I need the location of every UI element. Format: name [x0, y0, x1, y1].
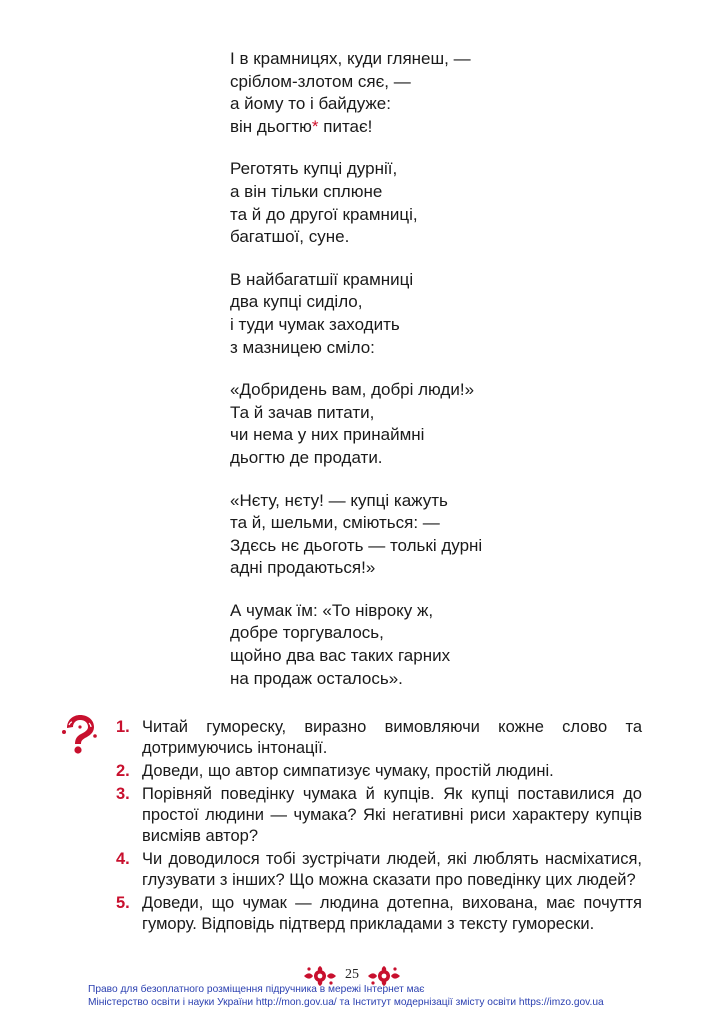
task-text: Доведи, що автор симпатизує чумаку, простій людині.	[142, 761, 554, 780]
task-item	[112, 849, 642, 891]
poem-line: на продаж осталось».	[230, 668, 403, 688]
poem-line: два купці сиділо,	[230, 292, 363, 312]
stanza-1	[230, 48, 650, 138]
poem-line: з мазницею сміло:	[230, 337, 375, 357]
task-item	[112, 761, 642, 782]
poem-line: добре торгувалось,	[230, 623, 384, 643]
footnote-asterisk[interactable]: *	[311, 116, 319, 136]
poem-line: Реготять купці дурнії,	[230, 159, 398, 179]
poem-line: В найбагатшії крамниці	[230, 269, 414, 289]
task-item	[112, 893, 642, 935]
poem-line: чи нема у них принаймні	[230, 425, 425, 445]
poem-line: дьогтю де продати.	[230, 447, 383, 467]
stanza-6	[230, 600, 650, 690]
poem-line: а йому то і байдуже:	[230, 94, 391, 114]
poem-line: і туди чумак заходить	[230, 314, 400, 334]
task-text: Доведи, що чумак — людина дотепна, вихована, має почуття гумору. Відповідь підтверд прикладами з тексту гуморески.	[142, 893, 642, 933]
task-number: 2.	[116, 761, 130, 780]
poem-line: а він тільки сплюне	[230, 181, 383, 201]
task-text: Порівняй поведінку чумака й купців. Як купці поставилися до простої людини — чумака? Які негативні риси характеру купців висміяв автор?	[142, 784, 642, 846]
poem-line-start: він дьогтю	[230, 116, 312, 136]
poem-line: Та й зачав питати,	[230, 402, 375, 422]
footer-license	[88, 983, 648, 1009]
page-number: 25	[345, 967, 359, 982]
poem-line: та й до другої крамниці,	[230, 204, 418, 224]
poem-line: Здєсь нє дьоготь — толькі дурні	[230, 535, 483, 555]
task-item	[112, 717, 642, 759]
poem	[230, 48, 650, 710]
task-number: 3.	[116, 784, 130, 803]
task-text: Читай гумореску, виразно вимовляючи кожне слово та дотримуючись інтонації.	[142, 718, 642, 758]
poem-line: та й, шельми, сміються: —	[230, 513, 440, 533]
footer-line-1: Право для безоплатного розміщення підручника в мережі Інтернет має	[88, 984, 425, 995]
stanza-3	[230, 269, 650, 359]
poem-line: адні продаються!»	[230, 558, 376, 578]
poem-line: щойно два вас таких гарних	[230, 646, 451, 666]
poem-line: «Добридень вам, добрі люди!»	[230, 380, 475, 400]
stanza-5	[230, 490, 650, 580]
poem-line-end: питає!	[318, 116, 373, 136]
question-mark-ornament-icon	[60, 714, 98, 754]
poem-line: А чумак їм: «То нівроку ж,	[230, 600, 434, 620]
task-item	[112, 784, 642, 848]
poem-line: сріблом-злотом сяє, —	[230, 71, 411, 91]
footer-line-2[interactable]: Міністерство освіти і науки України http://mon.gov.ua/ та Інститут модернізації змісту освіти https://imzo.gov.ua	[88, 997, 604, 1008]
tasks-list	[112, 717, 642, 937]
task-text: Чи доводилося тобі зустрічати людей, які люблять насміхатися, глузувати з інших? Що можна сказати про поведінку цих людей?	[142, 849, 642, 889]
stanza-2	[230, 158, 650, 248]
poem-line: І в крамницях, куди глянеш, —	[230, 49, 471, 68]
poem-line: «Нєту, нєту! — купці кажуть	[230, 490, 448, 510]
task-number: 5.	[116, 893, 130, 912]
stanza-4	[230, 379, 650, 469]
task-number: 4.	[116, 849, 130, 868]
task-number: 1.	[116, 718, 130, 736]
poem-line: багатшої, суне.	[230, 227, 350, 247]
poem-line	[230, 116, 650, 139]
